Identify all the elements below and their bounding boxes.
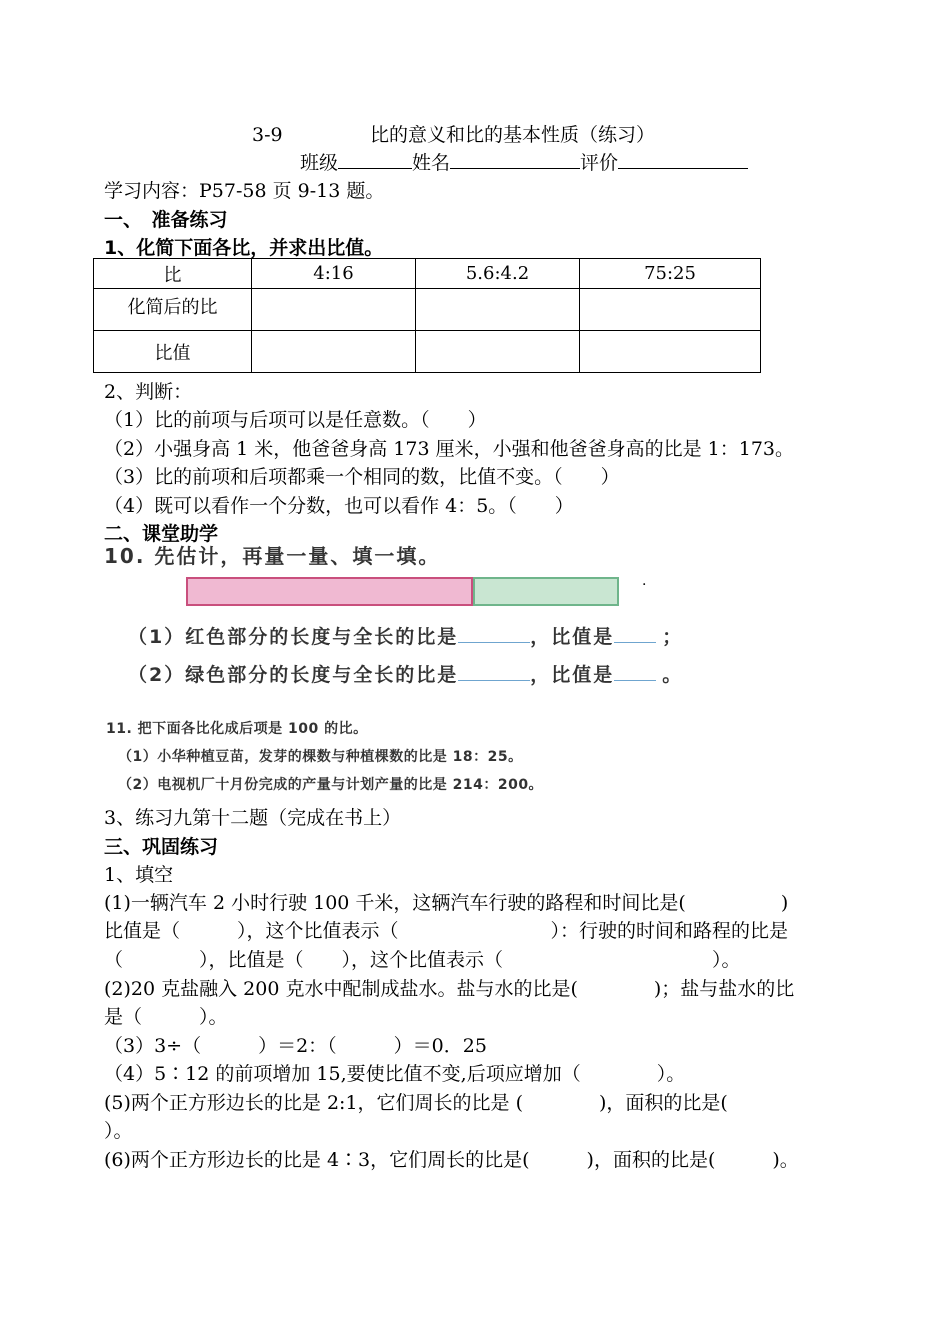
row-label-ratio-value: 比值	[94, 331, 252, 373]
ex10-q2-end: 。	[662, 664, 684, 686]
ex10-q2-ratio-blank[interactable]	[458, 664, 530, 681]
fill-heading: 1、填空	[104, 864, 174, 886]
name-field[interactable]	[450, 150, 580, 169]
ex10-q1-value-label: ，比值是	[530, 626, 615, 648]
fill-line: 是（ ）。	[104, 1006, 228, 1028]
fill-line: （ ），比值是（ ），这个比值表示（ ）。	[104, 949, 741, 971]
q3-text: 3、练习九第十二题（完成在书上）	[104, 807, 402, 829]
simplify-ratio-table	[93, 258, 761, 373]
answer-cell[interactable]	[252, 289, 416, 331]
fill-line: 比值是（ ），这个比值表示（ ）：行驶的时间和路程的比是	[104, 920, 789, 942]
ex10-q2-value-blank[interactable]	[614, 664, 656, 681]
red-part-bar	[186, 577, 473, 606]
exercise10-q2	[128, 660, 683, 687]
q1-heading: 1、化简下面各比，并求出比值。	[104, 237, 384, 259]
fill-line: ）。	[104, 1120, 133, 1142]
answer-cell[interactable]	[580, 289, 761, 331]
class-field[interactable]	[338, 150, 412, 169]
exercise10-title: 10. 先估计，再量一量、填一填。	[104, 544, 441, 568]
exercise11-q2: （2）电视机厂十月份完成的产量与计划产量的比是 214：200。	[118, 777, 544, 793]
judgement-item: （3）比的前项和后项都乘一个相同的数，比值不变。（ ）	[104, 466, 620, 488]
fill-line: （4）5∶12 的前项增加 15,要使比值不变,后项应增加（ ）。	[104, 1063, 686, 1085]
ex10-q1-end: ；	[662, 626, 684, 648]
table-header-cell: 4:16	[252, 259, 416, 289]
judgement-item: （4）既可以看作一个分数，也可以看作 4：5。（ ）	[104, 495, 574, 517]
answer-cell[interactable]	[416, 289, 580, 331]
q2-heading: 2、判断：	[104, 381, 193, 403]
student-info-fields	[300, 148, 748, 175]
fill-line: (2)20 克盐融入 200 克水中配制成盐水。盐与水的比是( )；盐与盐水的比	[104, 978, 795, 1000]
green-part-bar	[473, 577, 619, 606]
ex10-q2-prompt: （2）绿色部分的长度与全长的比是	[128, 664, 459, 686]
name-label: 姓名	[412, 152, 451, 174]
section2-heading: 二、课堂助学	[104, 523, 219, 545]
ex10-q2-value-label: ，比值是	[530, 664, 615, 686]
section3-heading: 三、巩固练习	[104, 836, 219, 858]
answer-cell[interactable]	[252, 331, 416, 373]
ex10-q1-prompt: （1）红色部分的长度与全长的比是	[128, 626, 459, 648]
fill-line: (5)两个正方形边长的比是 2:1，它们周长的比是 ( )，面积的比是(	[104, 1092, 728, 1114]
eval-field[interactable]	[618, 150, 748, 169]
lesson-title: 比的意义和比的基本性质（练习）	[370, 124, 656, 146]
judgement-item: （2）小强身高 1 米，他爸爸身高 173 厘米，小强和他爸爸身高的比是 1：173。	[104, 438, 794, 460]
answer-cell[interactable]	[416, 331, 580, 373]
lesson-number: 3-9	[252, 124, 283, 146]
fill-line: (6)两个正方形边长的比是 4∶3，它们周长的比是( )，面积的比是( )。	[104, 1149, 799, 1171]
exercise11-title: 11. 把下面各比化成后项是 100 的比。	[106, 721, 368, 737]
answer-cell[interactable]	[580, 331, 761, 373]
table-header-cell: 5.6:4.2	[416, 259, 580, 289]
judgement-item: （1）比的前项与后项可以是任意数。（ ）	[104, 409, 487, 431]
dot-mark: ·	[642, 577, 647, 593]
class-label: 班级	[300, 152, 339, 174]
worksheet-title	[252, 120, 655, 147]
ex10-q1-ratio-blank[interactable]	[458, 626, 530, 643]
section1-heading: 一、 准备练习	[104, 209, 228, 231]
ex10-q1-value-blank[interactable]	[614, 626, 656, 643]
fill-line: (1)一辆汽车 2 小时行驶 100 千米，这辆汽车行驶的路程和时间比是( )	[104, 892, 789, 914]
fill-line: （3）3÷（ ）＝2：（ ）＝0．25	[104, 1035, 487, 1057]
table-header-cell: 75:25	[580, 259, 761, 289]
study-content: 学习内容：P57-58 页 9-13 题。	[104, 180, 385, 202]
row-label-simplified: 化简后的比	[94, 289, 252, 331]
exercise11-q1: （1）小华种植豆苗，发芽的棵数与种植棵数的比是 18：25。	[118, 749, 523, 765]
exercise10-q1	[128, 622, 683, 649]
table-header-cell: 比	[94, 259, 252, 289]
eval-label: 评价	[580, 152, 619, 174]
